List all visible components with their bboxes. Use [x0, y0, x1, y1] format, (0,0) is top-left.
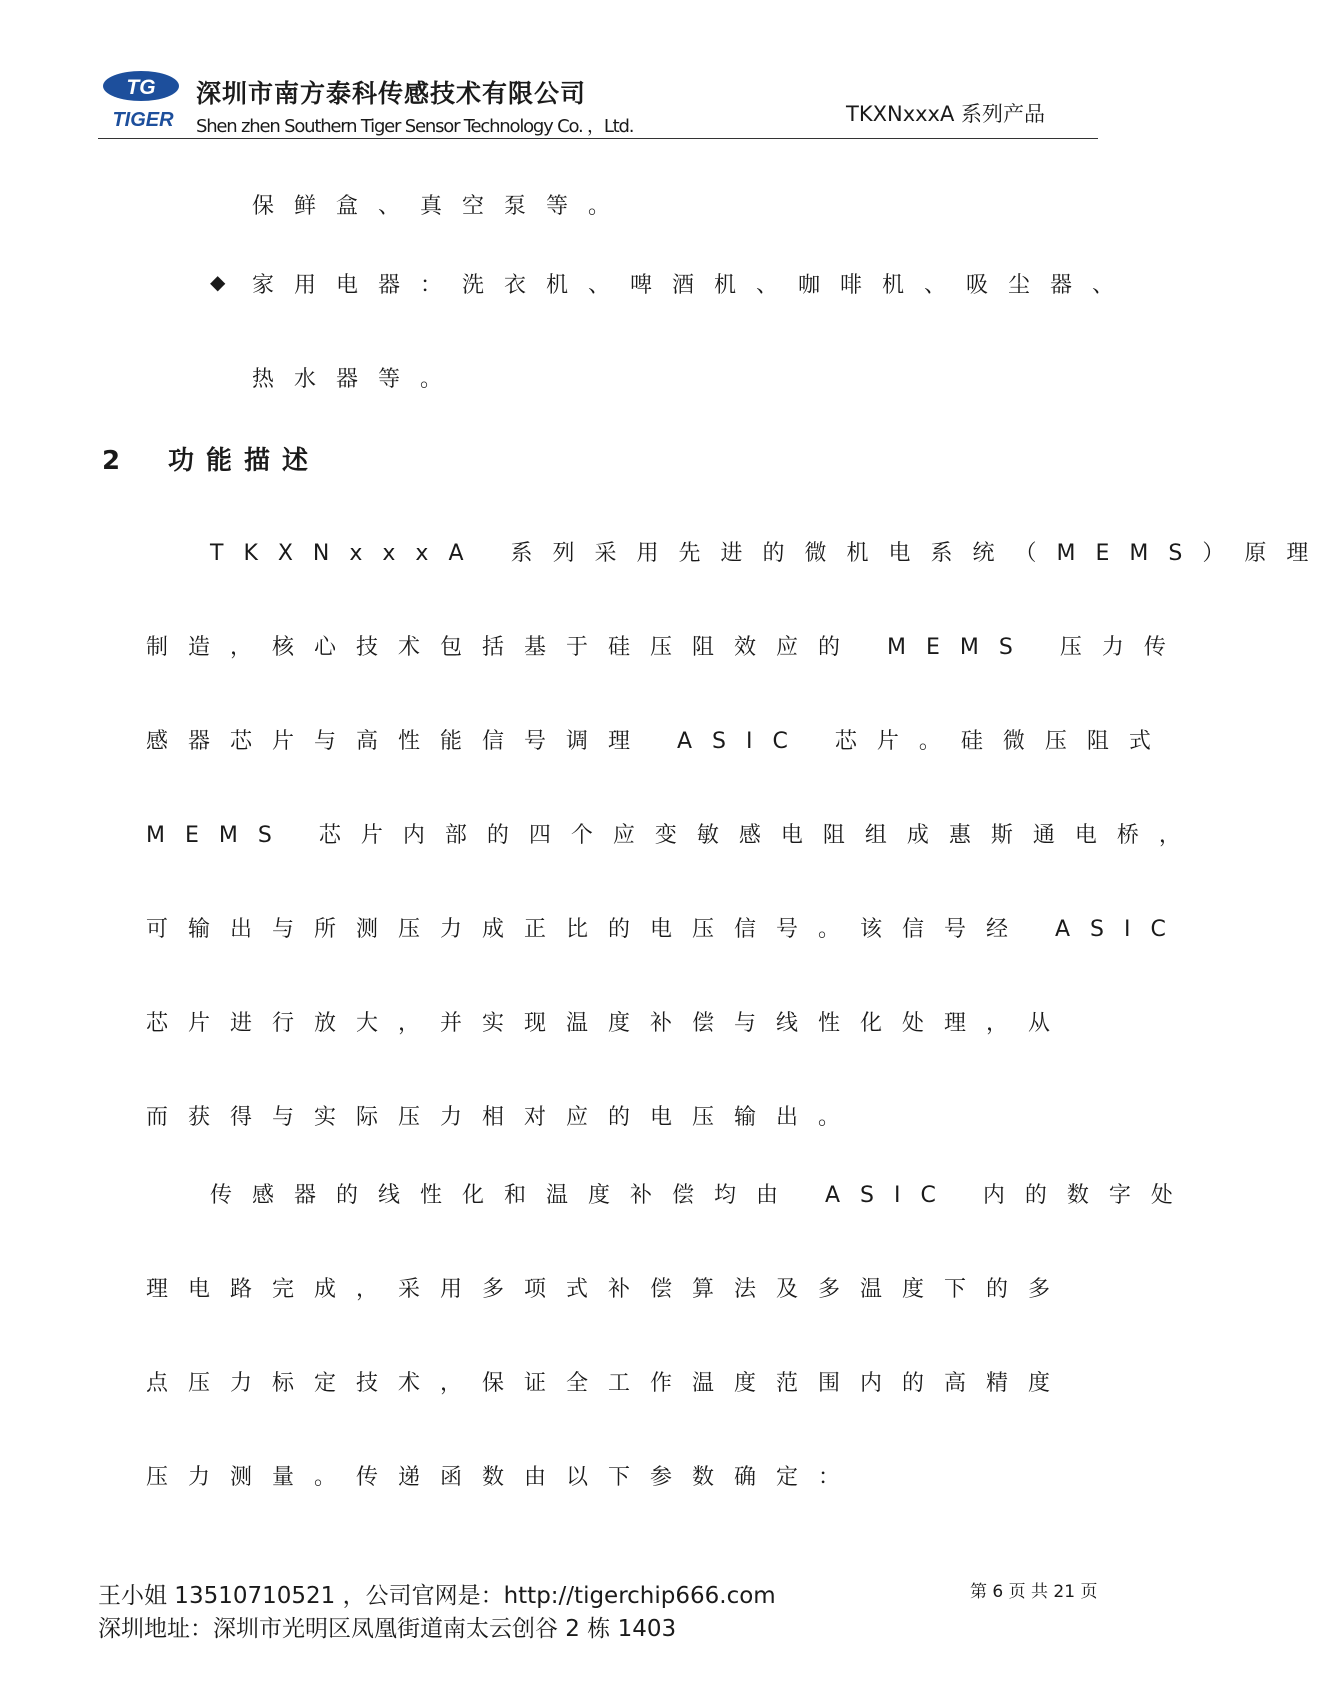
bullet-line: 家用电器：洗衣机、啤酒机、咖啡机、吸尘器、	[252, 273, 1135, 298]
paragraph-line: 传感器的线性化和温度补偿均由 ASIC 内的数字处	[210, 1183, 1193, 1208]
paragraph-line: 理电路完成，采用多项式补偿算法及多温度下的多	[146, 1277, 1071, 1302]
paragraph-line: 感器芯片与高性能信号调理 ASIC 芯片。硅微压阻式	[146, 729, 1171, 754]
paragraph-line: 可输出与所测压力成正比的电压信号。该信号经 ASIC	[146, 917, 1186, 942]
company-name-cn: 深圳市南方泰科传感技术有限公司	[196, 79, 587, 108]
paragraph-line: MEMS 芯片内部的四个应变敏感电阻组成惠斯通电桥，	[146, 823, 1201, 848]
intro-line: 热水器等。	[252, 367, 463, 392]
logo-badge-text: TG	[126, 76, 156, 99]
paragraph-line: TKXNxxxA 系列采用先进的微机电系统（MEMS）原理	[210, 541, 1328, 566]
paragraph-line: 制造，核心技术包括基于硅压阻效应的 MEMS 压力传	[146, 635, 1186, 660]
paragraph-line: 压力测量。传递函数由以下参数确定：	[146, 1465, 861, 1490]
paragraph-line: 芯片进行放大，并实现温度补偿与线性化处理，从	[146, 1011, 1071, 1036]
page-number: 第 6 页 共 21 页	[970, 1582, 1098, 1602]
tiger-logo	[100, 68, 186, 138]
page-header	[0, 0, 1190, 140]
section-number: 2	[102, 446, 121, 476]
footer-address: 深圳地址：深圳市光明区凤凰街道南太云创谷 2 栋 1403	[98, 1616, 677, 1642]
paragraph-line: 点压力标定技术，保证全工作温度范围内的高精度	[146, 1371, 1071, 1396]
product-series: TKXNxxxA 系列产品	[846, 102, 1046, 126]
paragraph-line: 而获得与实际压力相对应的电压输出。	[146, 1105, 861, 1130]
section-heading	[102, 440, 320, 477]
intro-line: 保鲜盒、真空泵等。	[252, 194, 631, 219]
company-name-en: Shen zhen Southern Tiger Sensor Technology Co. ，Ltd.	[196, 116, 634, 137]
section-title: 功能描述	[168, 446, 321, 476]
logo-wordmark: TIGER	[112, 109, 174, 131]
bullet-icon: ◆	[210, 270, 226, 294]
header-divider	[98, 138, 1098, 139]
footer-contact: 王小姐 13510710521 ，公司官网是：http://tigerchip666.com	[98, 1583, 776, 1609]
